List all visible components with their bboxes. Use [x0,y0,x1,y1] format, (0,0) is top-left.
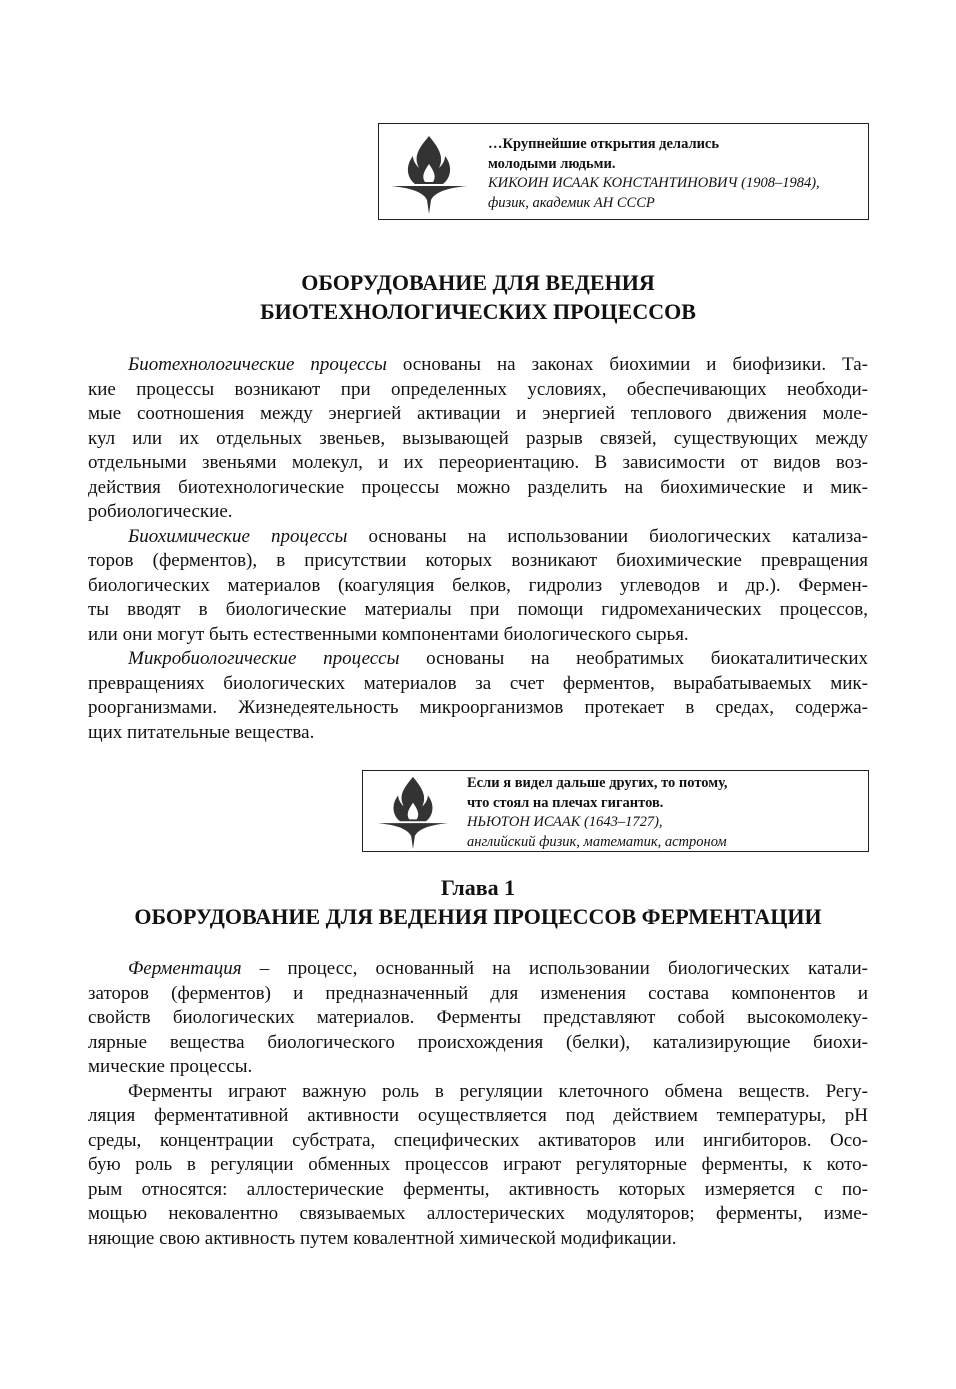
epigraph-quote-line: молодыми людьми. [488,155,616,172]
section-title [0,268,956,326]
line-text: рым относятся: аллостерические ферменты, активность которых измеряется с по- [88,1178,868,1200]
text-line [88,1006,868,1031]
line-text: основаны на законах биохимии и биофизики. Та- [386,354,868,375]
line-text: биологических материалов (коагуляция белков, гидролиз углеводов и др.). Фермен- [88,574,868,596]
paragraph [88,525,868,648]
text-line [88,647,868,672]
line-text: лярные вещества биологического происхождения (белки), катализирующие биохи- [88,1031,868,1053]
text-line [88,353,868,378]
line-text: няющие свою активность путем ковалентной химической модификации. [88,1227,677,1249]
term-italic: Микробиологические процессы [128,648,400,669]
text-line [88,1055,868,1080]
text-line [88,1104,868,1129]
paragraph [88,1080,868,1252]
line-text: торов (ферментов), в присутствии которых возникают биохимические превращения [88,550,868,571]
text-line [88,957,868,982]
line-text: основаны на необратимых биокаталитических [399,648,868,669]
text-line [88,1178,868,1203]
text-line [88,1129,868,1154]
epigraph-quote-line: …Крупнейшие открытия делались [488,136,720,152]
flame-torch-icon [391,134,467,214]
line-text: заторов (ферментов) и предназначенный для изменения состава компонентов и [88,982,868,1004]
line-text: превращениях биологических материалов за счет ферментов, вырабатываемых мик- [88,672,868,694]
line-text: ты вводят в биологические материалы при помощи гидромеханических процессов, [88,599,868,620]
text-line [88,1080,868,1105]
line-text: бую роль в регуляции обменных процессов играют регуляторные ферменты, к кото- [88,1154,868,1175]
epigraph-quote-line: Если я видел дальше других, то потому, [467,775,728,791]
line-text: робиологические. [88,501,233,522]
line-text: среды, концентрации субстрата, специфических активаторов или ингибиторов. Осо- [88,1129,868,1151]
chapter-text [88,957,868,1251]
text-line [88,623,868,648]
text-line [88,378,868,403]
text-line [88,451,868,476]
intro-text [88,353,868,745]
line-text: мические процессы. [88,1056,253,1077]
epigraph-quote-line: что стоял на плечах гигантов. [467,794,664,811]
text-line [88,402,868,427]
paragraph [88,957,868,1080]
epigraph-2-text [467,774,728,852]
line-text: основаны на использовании биологических катализа- [347,525,868,547]
line-text: Ферменты играют важную роль в регуляции клеточного обмена веществ. Регу- [128,1080,868,1102]
epigraph-author-description: физик, академик АН СССР [488,194,655,211]
epigraph-author: КИКОИН ИСААК КОНСТАНТИНОВИЧ (1908–1984), [488,175,820,191]
epigraph-box-1 [378,123,869,220]
line-text: щих питательные вещества. [88,721,315,743]
line-text: – процесс, основанный на использовании биологических катали- [241,958,868,979]
section-title-line: ОБОРУДОВАНИЕ ДЛЯ ВЕДЕНИЯ [301,270,655,295]
term-italic: Ферментация [128,958,242,979]
text-line [88,427,868,452]
text-line [88,672,868,697]
chapter-heading [0,873,956,931]
line-text: кул или их отдельных звеньев, вызывающей разрыв связей, существующих между [88,427,868,449]
line-text: мощью нековалентно связываемых аллостерических модуляторов; ферменты, изме- [88,1203,868,1224]
text-line [88,525,868,550]
paragraph [88,647,868,745]
text-line [88,696,868,721]
text-line [88,598,868,623]
text-line [88,500,868,525]
line-text: мые соотношения между энергией активации и энергией теплового движения моле- [88,403,868,424]
term-italic: Биохимические процессы [128,525,348,547]
line-text: действия биотехнологические процессы можно разделить на биохимические и мик- [88,476,868,498]
line-text: отдельными звеньями молекул, и их переориентацию. В зависимости от видов воз- [88,452,868,473]
text-line [88,1031,868,1056]
line-text: ляция ферментативной активности осуществляется под действием температуры, pH [88,1105,868,1126]
epigraph-box-2 [362,770,869,852]
chapter-label: Глава 1 [440,875,516,900]
epigraph-1-text [488,135,820,213]
text-line [88,549,868,574]
text-line [88,1227,868,1252]
text-line [88,1202,868,1227]
section-title-line: БИОТЕХНОЛОГИЧЕСКИХ ПРОЦЕССОВ [260,299,696,324]
line-text: роорганизмами. Жизнедеятельность микроорганизмов протекает в средах, содержа- [88,697,868,718]
flame-torch-icon [375,775,451,849]
paragraph [88,353,868,525]
line-text: или они могут быть естественными компонентами биологического сырья. [88,623,689,645]
line-text: свойств биологических материалов. Ферменты представляют собой высокомолеку- [88,1007,868,1028]
text-line [88,1153,868,1178]
epigraph-author-description: английский физик, математик, астроном [467,833,727,850]
term-italic: Биотехнологические процессы [128,354,387,375]
text-line [88,982,868,1007]
epigraph-author: НЬЮТОН ИСААК (1643–1727), [467,814,663,830]
text-line [88,476,868,501]
line-text: кие процессы возникают при определенных условиях, обеспечивающих необходи- [88,378,868,400]
text-line [88,574,868,599]
text-line [88,721,868,746]
chapter-title: ОБОРУДОВАНИЕ ДЛЯ ВЕДЕНИЯ ПРОЦЕССОВ ФЕРМЕНТАЦИИ [134,904,822,929]
